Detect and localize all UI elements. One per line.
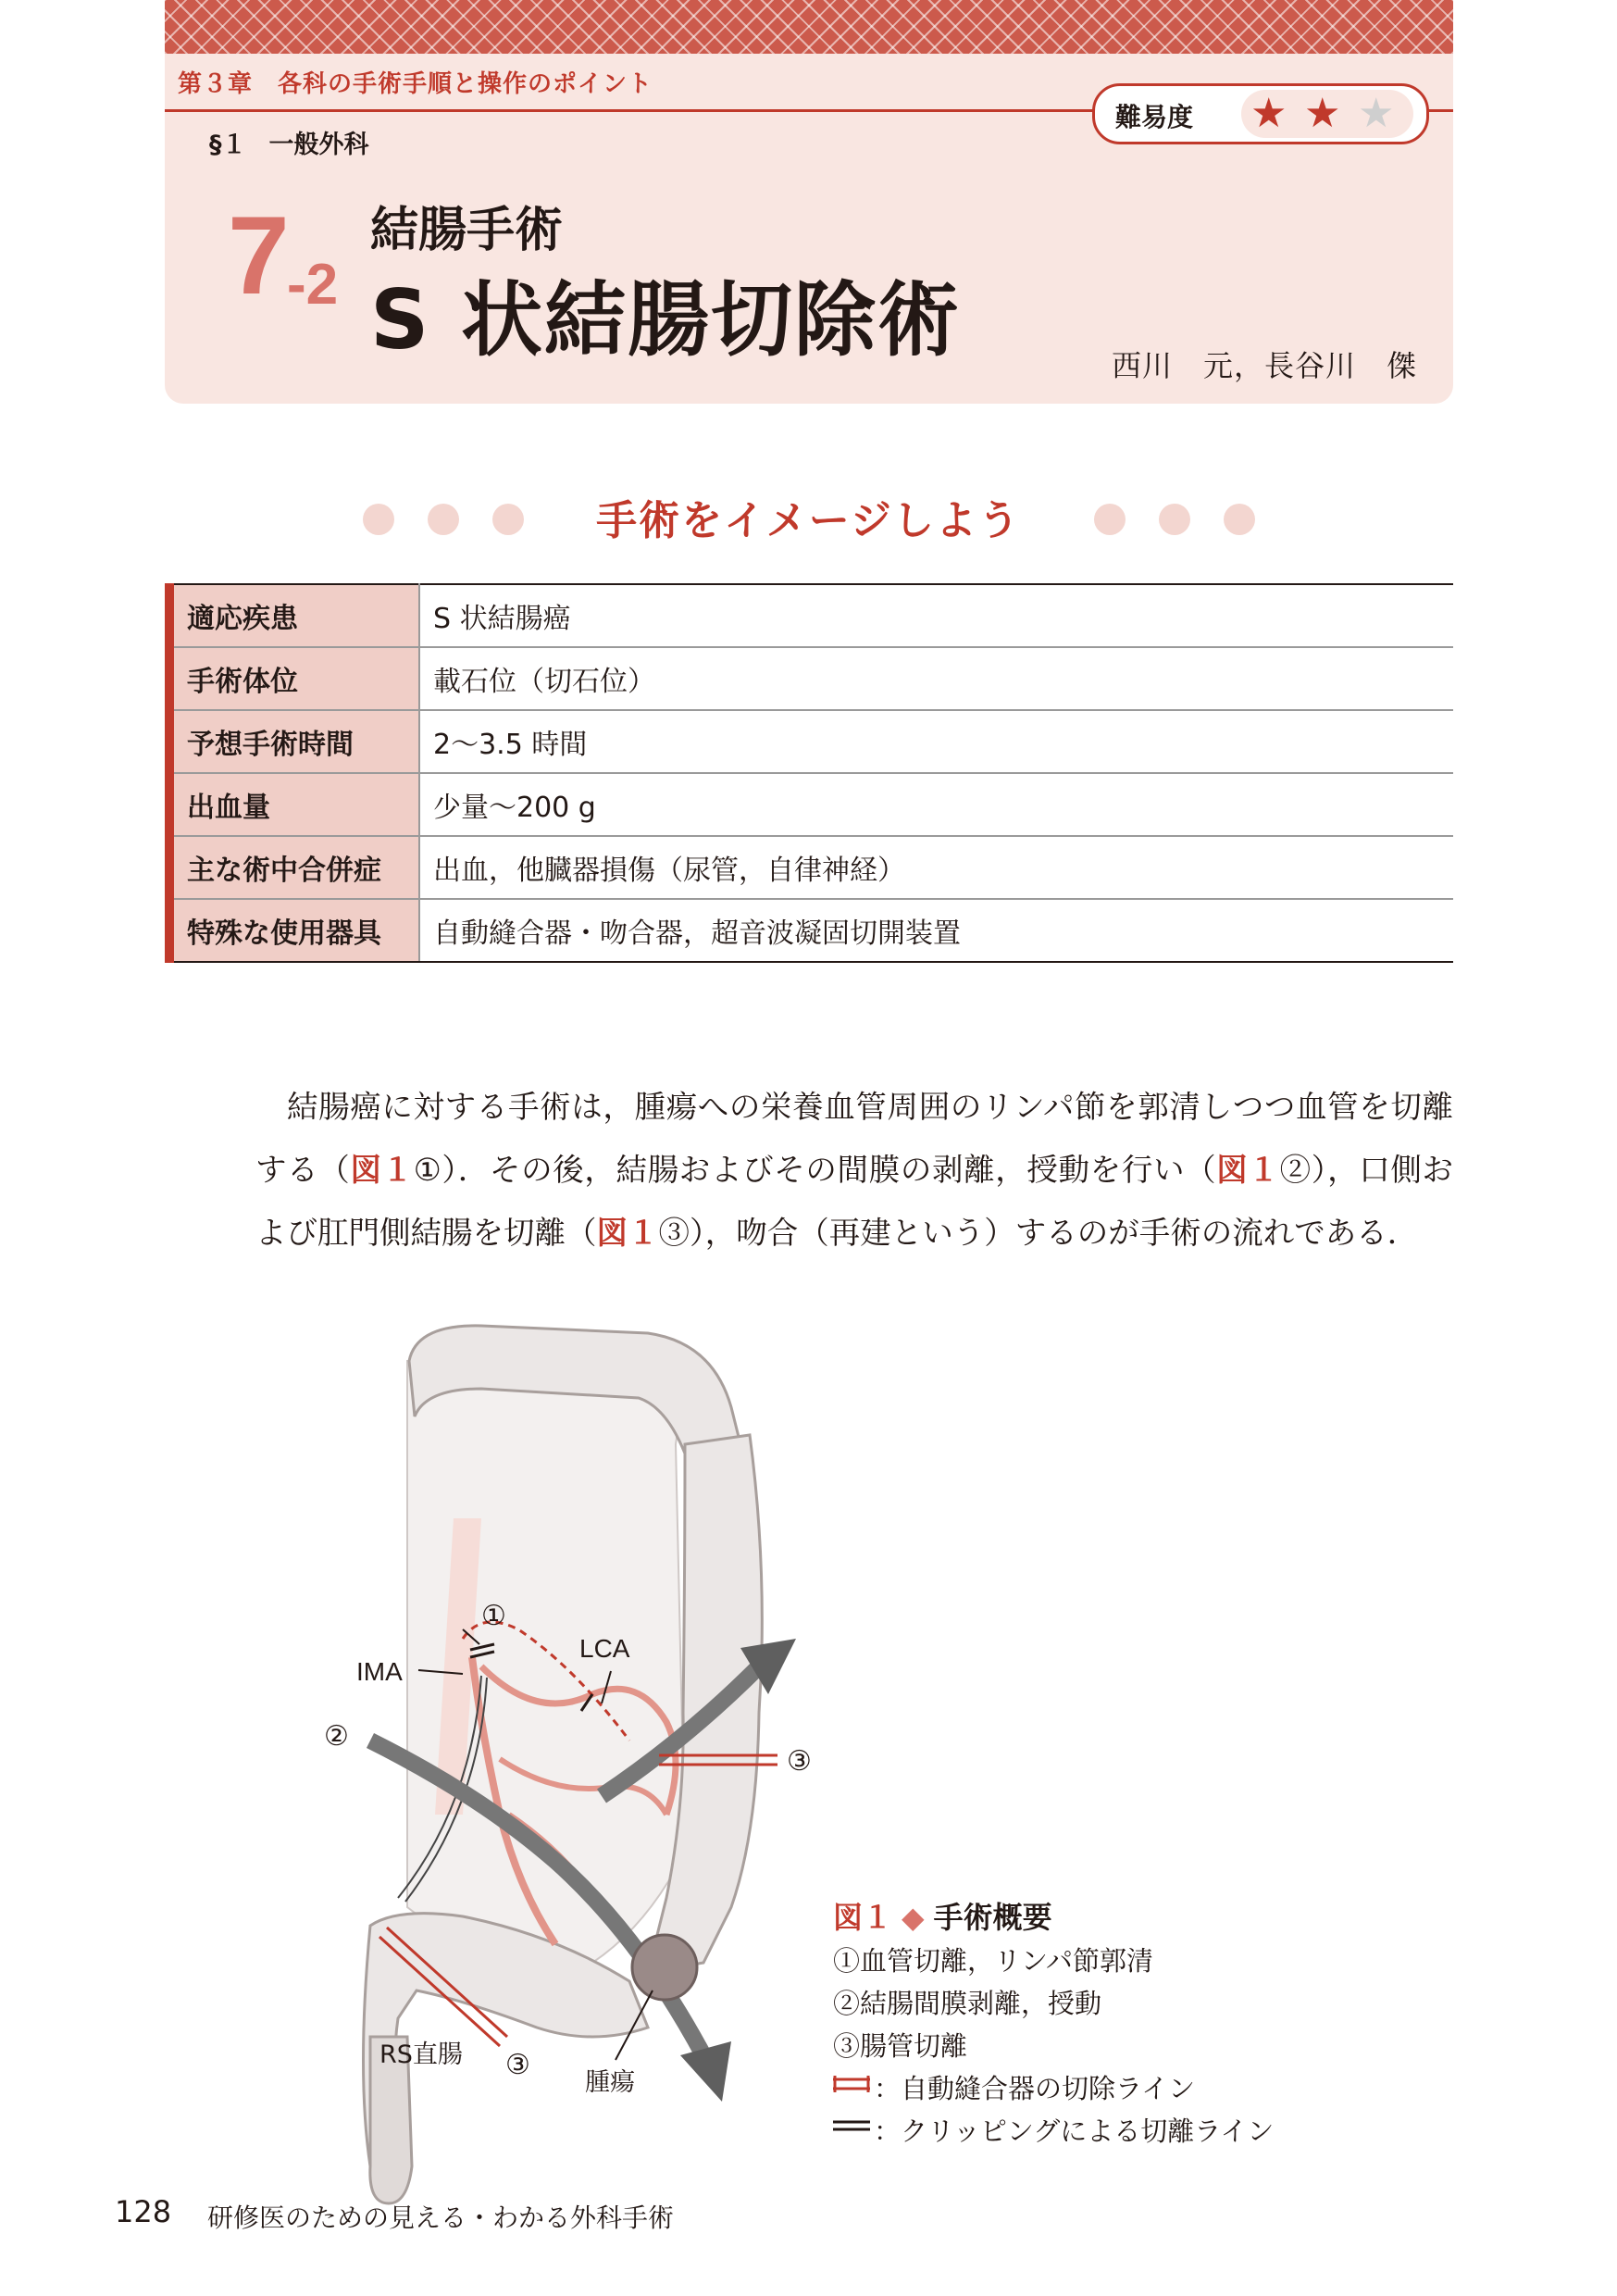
label-ima: IMA xyxy=(356,1657,403,1686)
label-tumor: 腫瘍 xyxy=(585,2068,635,2097)
page-number: 128 xyxy=(115,2194,172,2229)
table-key: 予想手術時間 xyxy=(169,710,419,773)
table-key: 特殊な使用器具 xyxy=(169,899,419,962)
paragraph-text: ②），口側および肛門側結腸を切離（ xyxy=(255,1151,1454,1251)
figure-caption-title xyxy=(833,1894,1052,1937)
arrow-head xyxy=(680,2041,731,2102)
caption-line: ①血管切離，リンパ節郭清 xyxy=(833,1945,1153,1977)
diamond-icon: ◆ xyxy=(902,1900,925,1935)
page-title: S 状結腸切除術 xyxy=(370,272,962,368)
figure-label: 図１ xyxy=(833,1900,893,1935)
label-step2: ② xyxy=(324,1720,349,1753)
figure-reference: 図１ xyxy=(596,1214,659,1251)
table-value: 2～3.5 時間 xyxy=(419,710,1453,773)
image-heading: 手術をイメージしよう xyxy=(596,497,1021,544)
paragraph-text: ③），吻合（再建という）するのが手術の流れである． xyxy=(658,1214,1419,1251)
tumor xyxy=(632,1935,697,2000)
figure-reference: 図１ xyxy=(1216,1151,1280,1188)
label-step1: ① xyxy=(481,1600,506,1632)
label-lca: LCA xyxy=(579,1634,630,1663)
paragraph-text: ①）．その後，結腸およびその間膜の剥離，授動を行い（ xyxy=(413,1151,1217,1188)
caption-line: ③腸管切離 xyxy=(833,2030,968,2062)
table-value: 自動縫合器・吻合器，超音波凝固切開装置 xyxy=(419,899,1453,962)
section-name: 一般外科 xyxy=(268,131,369,159)
table-key: 手術体位 xyxy=(169,647,419,710)
authors: 西川 元，長谷川 傑 xyxy=(1111,348,1417,383)
table-value: 少量～200 g xyxy=(419,773,1453,836)
chapter-title: 第３章 各科の手術手順と操作のポイント xyxy=(178,70,653,98)
paragraph-text: 結腸癌に対する手術は，腫瘍への栄養血管周囲のリンパ節を郭清しつつ血管を切離する（ xyxy=(255,1088,1453,1188)
caption-line: ：クリッピングによる切離ライン xyxy=(874,2115,1275,2147)
label-step3-lower: ③ xyxy=(505,2049,530,2081)
caption-line: ②結腸間膜剥離，授動 xyxy=(833,1988,1102,2019)
chapter-subnumber: -2 xyxy=(287,253,339,317)
book-title: 研修医のための見える・わかる外科手術 xyxy=(207,2202,675,2233)
table-key: 出血量 xyxy=(169,773,419,836)
table-value: S 状結腸癌 xyxy=(419,584,1453,647)
section-symbol: §１ xyxy=(209,131,247,159)
table-value: 出血，他臓器損傷（尿管，自律神経） xyxy=(419,836,1453,899)
star-empty-icon: ★ xyxy=(1358,90,1395,137)
figure-title: 手術概要 xyxy=(933,1900,1052,1935)
page-subtitle: 結腸手術 xyxy=(370,203,564,258)
label-rs-rectum: RS直腸 xyxy=(379,2040,463,2069)
difficulty-label: 難易度 xyxy=(1115,102,1194,132)
star-filled-icon: ★ xyxy=(1250,90,1287,137)
figure-reference: 図１ xyxy=(350,1151,414,1188)
chapter-number: 7 xyxy=(228,193,290,318)
table-key: 適応疾患 xyxy=(169,584,419,647)
table-value: 載石位（切石位） xyxy=(419,647,1453,710)
star-filled-icon: ★ xyxy=(1304,90,1341,137)
table-key: 主な術中合併症 xyxy=(169,836,419,899)
caption-line: ：自動縫合器の切除ライン xyxy=(874,2073,1196,2104)
label-step3-upper: ③ xyxy=(787,1745,812,1778)
